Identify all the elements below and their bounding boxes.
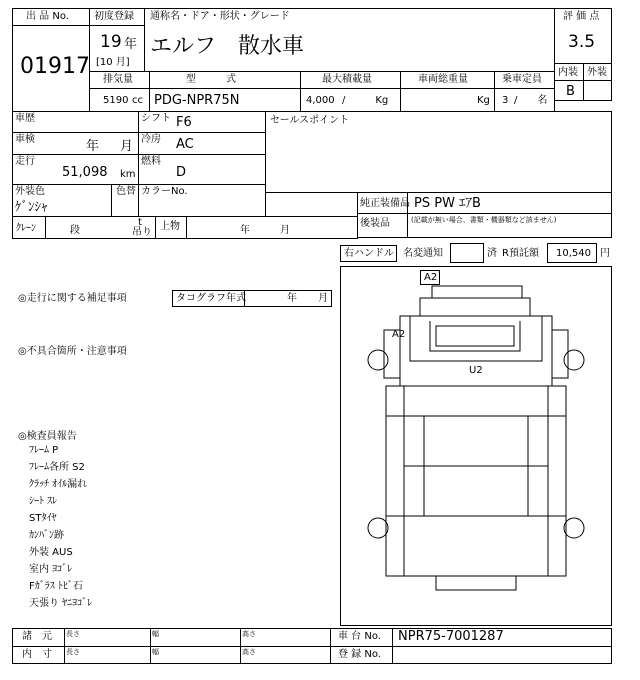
sales-point-label: セールスポイント xyxy=(270,115,350,126)
capacity-unit: / 名 xyxy=(514,95,548,106)
upper-label: 上物 xyxy=(160,221,180,232)
capacity-value: 3 xyxy=(502,95,509,106)
damage-mark: A2 xyxy=(424,272,438,283)
year-unit: 年 xyxy=(124,37,138,52)
length-label: 長さ xyxy=(66,630,80,638)
name-change-box xyxy=(450,243,484,263)
mileage-unit: km xyxy=(120,169,136,180)
inspector-item: STﾀｲﾔ xyxy=(29,513,57,524)
equipment-label: 純正装備品 xyxy=(360,198,410,209)
model-label: 型 式 xyxy=(186,74,236,85)
gross-unit: Kg xyxy=(477,95,490,106)
after-note: (記載が無い場合、書類・機器類など該ません) xyxy=(411,216,557,224)
name-change-label: 名変通知 xyxy=(403,248,443,259)
ext-color-label: 外装色 xyxy=(15,186,45,197)
load-label: 最大積載量 xyxy=(322,74,372,85)
lot-label: 出 品 No. xyxy=(26,11,69,22)
car-name: エルフ 散水車 xyxy=(150,34,305,59)
deposit-label: 済 xyxy=(487,248,497,259)
displacement-value: 5190 xyxy=(103,95,129,106)
aircon-label: 冷房 xyxy=(141,134,161,145)
tacho-year: 年 xyxy=(287,293,297,304)
recycle-value: 10,540 xyxy=(556,248,591,259)
shift-value: F6 xyxy=(176,115,192,130)
load-unit: / Kg xyxy=(342,95,389,106)
displacement-unit: cc xyxy=(132,95,143,106)
displacement-label: 排気量 xyxy=(103,74,133,85)
first-reg-month: [10 月] xyxy=(96,57,130,68)
crane-stage: 段 xyxy=(70,225,80,236)
reg-label: 登 録 No. xyxy=(338,649,381,660)
load-value: 4,000 xyxy=(306,95,335,106)
mileage-label: 走行 xyxy=(15,156,35,167)
inspector-item: ｼｰﾄ ｽﾚ xyxy=(29,496,58,507)
inspector-list xyxy=(29,446,92,616)
details-grid xyxy=(12,111,266,217)
tacho-month: 月 xyxy=(318,293,328,304)
history-label: 車歴 xyxy=(15,113,35,124)
damage-mark: U2 xyxy=(469,365,483,376)
gross-label: 車両総重量 xyxy=(418,74,468,85)
color-code-label: カラーNo. xyxy=(141,186,188,197)
upper-month: 月 xyxy=(280,225,290,236)
inspector-item: 外装 AUS xyxy=(29,547,73,558)
inspector-item: ﾌﾚｰﾑ P xyxy=(29,445,59,456)
inspector-item: ｸﾗｯﾁ ｵｲﾙ漏れ xyxy=(29,479,88,490)
running-title: ◎走行に関する補足事項 xyxy=(18,293,127,304)
chassis-value: NPR75-7001287 xyxy=(398,629,504,644)
width-label: 幅 xyxy=(152,630,159,638)
inspector-item: 天張り ﾔﾆﾖｺﾞﾚ xyxy=(29,598,93,609)
inner-row-label: 内 寸 xyxy=(22,649,52,660)
inspector-item: Fｶﾞﾗｽ ﾄﾋﾞ石 xyxy=(29,581,83,592)
ext-color-value: ｹﾞﾝｼｬ xyxy=(15,200,48,215)
damage-mark: A2 xyxy=(392,329,406,340)
crane-row xyxy=(12,216,358,239)
score-value: 3.5 xyxy=(568,32,596,52)
tacho-label: タコグラフ年式 xyxy=(176,293,246,304)
shift-label: シフト xyxy=(141,113,171,124)
height-label: 高さ xyxy=(242,630,256,638)
first-reg-year: 19 xyxy=(100,32,122,52)
lot-number: 01917 xyxy=(20,54,90,79)
inspection-year: 年 xyxy=(86,139,100,154)
height-label: 高さ xyxy=(242,648,256,656)
truck-diagram xyxy=(340,266,612,626)
equipment-value: PS PW ｴｱB xyxy=(414,196,481,211)
crane-hang: 吊り xyxy=(132,227,152,238)
model-value: PDG-NPR75N xyxy=(154,93,240,108)
recycle-unit: 円 xyxy=(600,248,610,259)
recycle-label: R預託額 xyxy=(502,248,539,259)
inspection-month: 月 xyxy=(120,139,134,154)
score-label: 評 価 点 xyxy=(563,11,600,22)
first-reg-label: 初度登録 xyxy=(94,11,134,22)
rhd-label: 右ハンドル xyxy=(344,248,394,259)
mileage-value: 51,098 xyxy=(62,165,108,180)
chassis-label: 車 台 No. xyxy=(338,631,381,642)
after-label: 後装品 xyxy=(360,218,390,229)
crane-label: ｸﾚｰﾝ xyxy=(16,223,36,234)
inspection-label: 車検 xyxy=(15,134,35,145)
color-no-label: 色替 xyxy=(116,186,136,197)
upper-year: 年 xyxy=(240,225,250,236)
specs-row-label: 諸 元 xyxy=(22,631,52,642)
inspector-item: 室内 ﾖｺﾞﾚ xyxy=(29,564,73,575)
fuel-label: 燃料 xyxy=(141,156,161,167)
width-label: 幅 xyxy=(152,648,159,656)
interior-grade: B xyxy=(566,84,575,99)
fuel-value: D xyxy=(176,165,187,180)
inspector-title: ◎検査員報告 xyxy=(18,431,77,442)
inspector-item: ｶﾝﾊﾞﾝ跡 xyxy=(29,530,64,541)
crane-ton: t xyxy=(138,217,142,228)
interior-label: 内装 xyxy=(558,67,578,78)
defects-title: ◎不具合箇所・注意事項 xyxy=(18,346,127,357)
length-label: 長さ xyxy=(66,648,80,656)
capacity-label: 乗車定員 xyxy=(502,74,542,85)
aircon-value: AC xyxy=(176,137,194,152)
name-label: 通称名・ドア・形状・グレード xyxy=(150,11,290,22)
exterior-label: 外装 xyxy=(587,67,607,78)
inspector-item: ﾌﾚｰﾑ各所 S2 xyxy=(29,462,85,473)
